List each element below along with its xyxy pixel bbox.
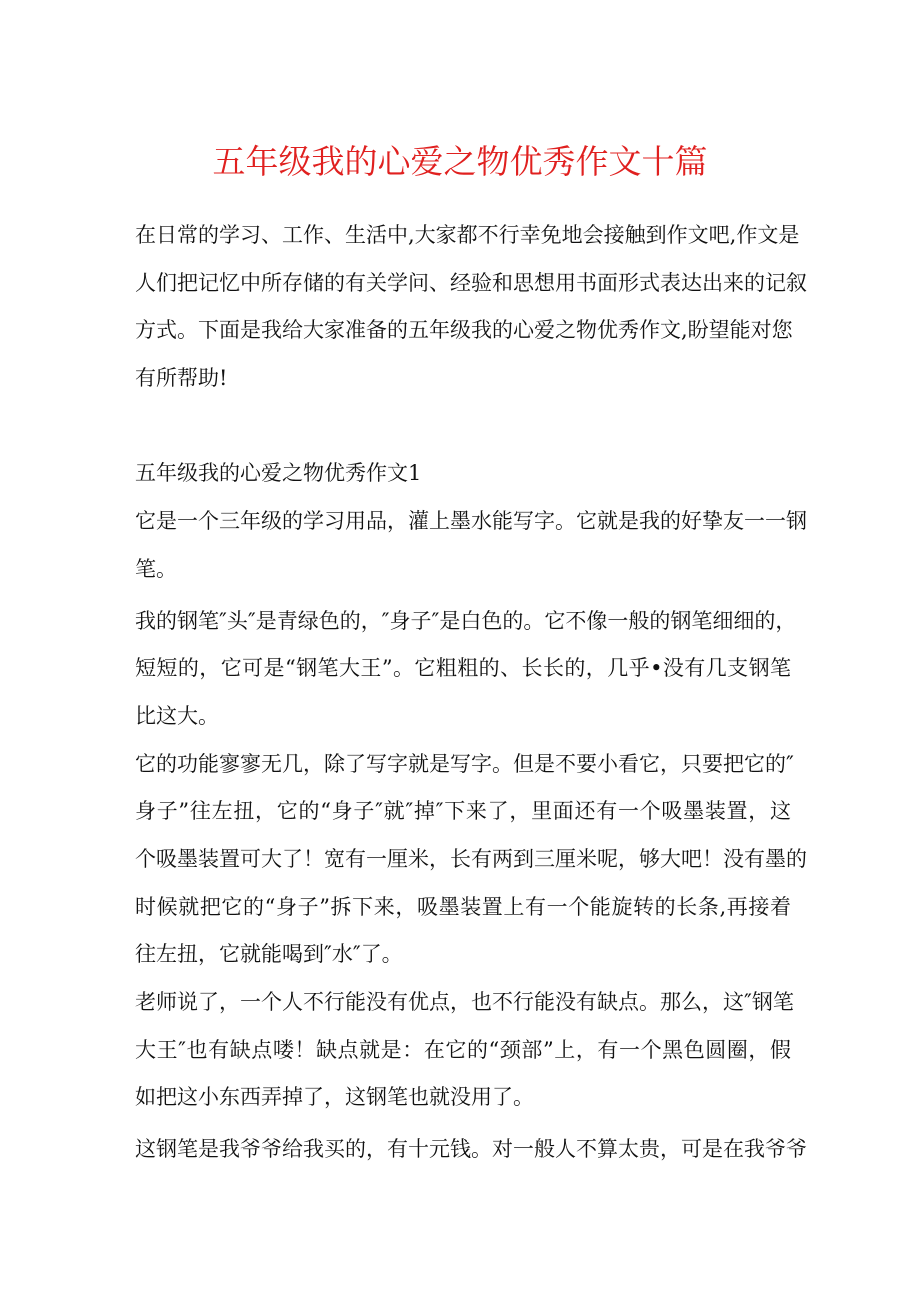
- text-line: 这钢笔是我爷爷给我买的，有十元钱。对一般人不算太贵，可是在我爷爷: [135, 1137, 807, 1162]
- document-body: [135, 212, 807, 1174]
- text-line: 短短的，它可是“钢笔大王”。它粗粗的、长长的，几乎•没有几支钢笔: [135, 656, 791, 681]
- document-title: 五年级我的心爱之物优秀作文十篇: [212, 142, 708, 181]
- text-line: 老师说了，一个人不行能没有优点，也不行能没有缺点。那么，这″钢笔: [135, 990, 794, 1014]
- text-line: 时候就把它的“身子”拆下来，吸墨装置上有一个能旋转的长条,再接着: [135, 894, 791, 919]
- text-line: 它的功能寥寥无几，除了写字就是写字。但是不要小看它，只要把它的″: [135, 751, 794, 776]
- text-line: 我的钢笔″头″是青绿色的，″身子″是白色的。它不像一般的钢笔细细的，: [135, 608, 797, 633]
- section-title: 五年级我的心爱之物优秀作文1: [135, 461, 422, 486]
- text-line: 笔。: [135, 556, 177, 581]
- intro-line: 有所帮助!: [135, 366, 228, 391]
- intro-line: 在日常的学习、工作、生活中,大家都不行幸免地会接触到作文吧,作文是: [135, 223, 800, 247]
- text-line: 如把这小东西弄掉了，这钢笔也就没用了。: [135, 1085, 534, 1110]
- text-line: 往左扭，它就能喝到″水″了。: [135, 942, 403, 967]
- intro-line: 方式。下面是我给大家准备的五年级我的心爱之物优秀作文,盼望能对您: [135, 318, 793, 343]
- text-line: 它是一个三年级的学习用品，灌上墨水能写字。它就是我的好挚友一一钢: [135, 509, 807, 534]
- text-line: 个吸墨装置可大了！宽有一厘米，长有两到三厘米呢，够大吧！没有墨的: [135, 846, 807, 871]
- text-line: 大王″也有缺点喽！缺点就是：在它的“颈部”上，有一个黑色圆圈，假: [135, 1037, 791, 1062]
- text-line: 身子”往左扭，它的“身子″就″掉″下来了，里面还有一个吸墨装置，这: [135, 799, 791, 824]
- spacer: [135, 403, 791, 451]
- intro-line: 人们把记忆中所存储的有关学问、经验和思想用书面形式表达出来的记叙: [135, 270, 807, 295]
- text-line: 比这大。: [135, 703, 219, 728]
